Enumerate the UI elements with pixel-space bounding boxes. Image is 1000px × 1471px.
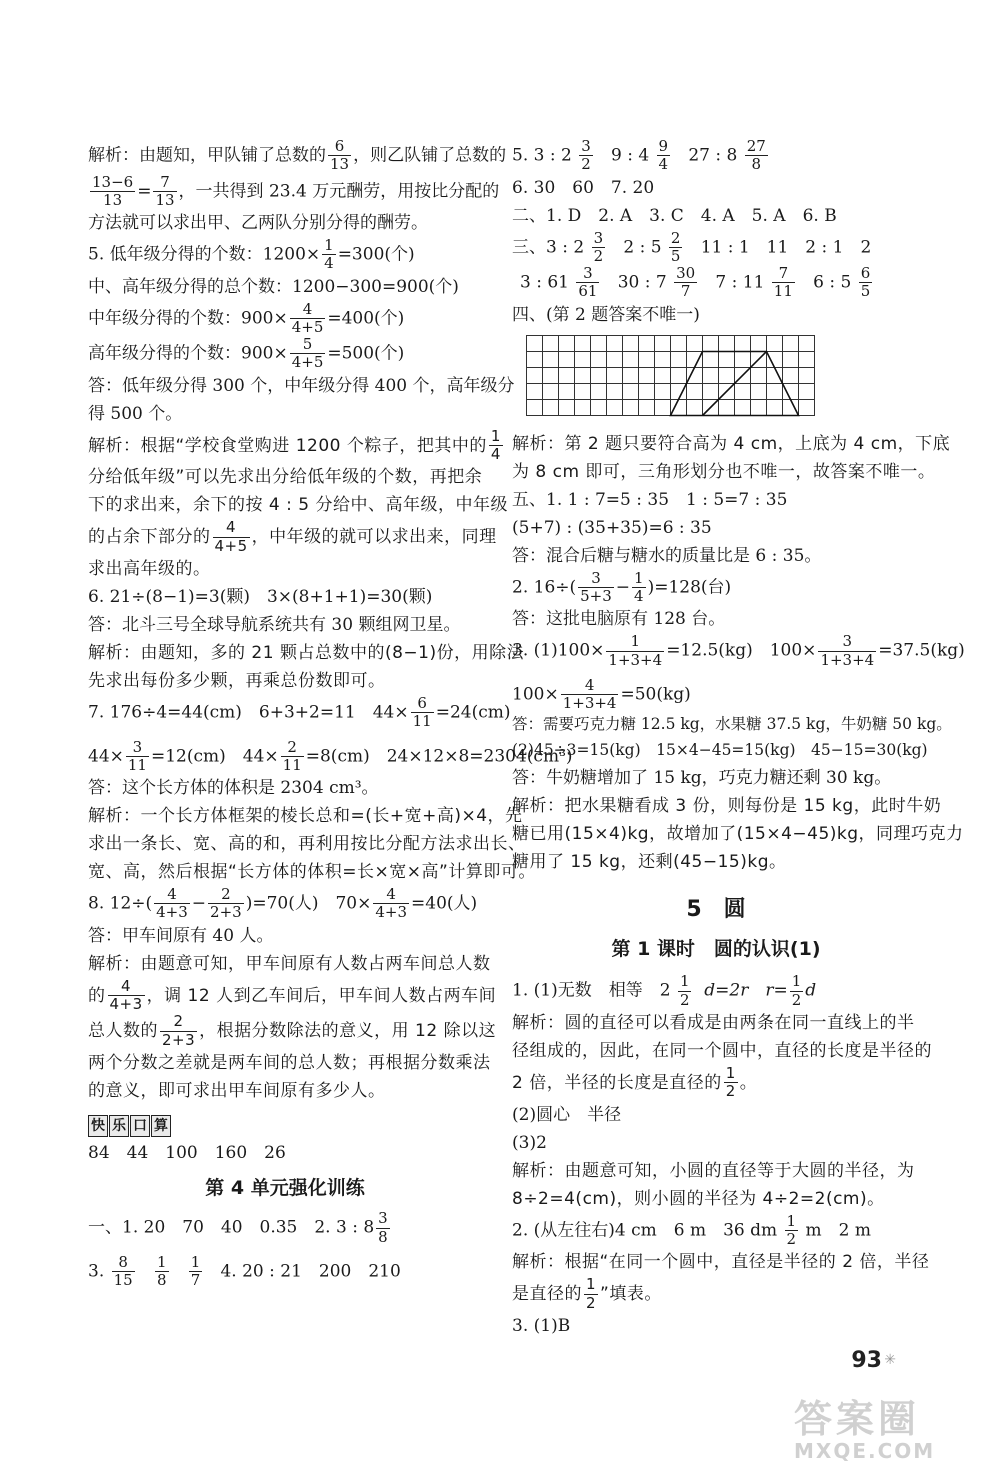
question-7: 7. 176÷4=44(cm) 6+3+2=11 44× $\frac{6}{11}$ =24(cm) [88, 694, 511, 731]
analysis-line: 的意义，即可求出甲车间原有多少人。 [88, 1080, 386, 1101]
circle-answer-2: 2. (从左往右)4 cm 6 m 36 dm $\frac{1}{2}$ m 2 m [512, 1211, 871, 1248]
text-line: 答：这个长方体的体积是 2304 cm³。 [88, 778, 379, 799]
fraction: $\frac{3}{2}$ [581, 137, 591, 174]
fraction: $\frac{2}{11}$ [282, 737, 302, 774]
analysis-line: 2 倍，半径的长度是直径的 $\frac{1}{2}$ 。 [512, 1064, 758, 1101]
fraction: $\frac{1}{7}$ [190, 1252, 201, 1290]
section-3-line-1: 三、3 : 2 $\frac{3}{2}$ 2 : 5 $\frac{2}{5}$ 11 : 1 11 2 : 1 2 [512, 228, 872, 265]
text-line: 100× $\frac{4}{1+3+4}$ =50(kg) [512, 675, 691, 713]
fraction: $\frac{3}{11}$ [127, 737, 147, 774]
section-4: 四、(第 2 题答案不唯一) [512, 304, 700, 325]
fraction: $\frac{9}{4}$ [658, 137, 669, 174]
watermark-url: MXQE.COM [794, 1439, 936, 1463]
fraction: $\frac{1}{2}$ [679, 972, 690, 1009]
analysis-line: 为 8 cm 即可，三角形划分也不唯一，故答案不唯一。 [512, 461, 936, 482]
fraction: $\frac{27}{8}$ [746, 137, 766, 174]
kuaile-badge [88, 1111, 482, 1139]
text-line: 中年级分得的个数：900× $\frac{4}{4+5}$ =400(个) [88, 299, 405, 336]
fraction: $\frac{1}{2}$ [725, 1064, 736, 1101]
question-6: 6. 21÷(8−1)=3(颗) 3×(8+1+1)=30(颗) [88, 586, 433, 607]
analysis-line: 径组成的，因此，在同一个圆中，直径的长度是半径的 [512, 1040, 932, 1061]
fraction: $\frac{4}{1+3+4}$ [562, 675, 617, 713]
analysis-line: 的占余下部分的 $\frac{4}{4+5}$ ，中年级的就可以求出来，同理 [88, 518, 497, 555]
right-column [512, 137, 965, 1340]
watermark-text: 答案圈 [794, 1397, 921, 1441]
watermark-logo [794, 1388, 984, 1463]
fraction: $\frac{4}{4+3}$ [375, 885, 408, 922]
analysis-line: 解析：根据“学校食堂购进 1200 个粽子，把其中的 $\frac{1}{4}$ [88, 426, 501, 463]
unit-title: 第 4 单元强化训练 [205, 1176, 365, 1199]
section-5: 五、1. 1 : 7=5 : 35 1 : 5=7 : 35 [512, 489, 788, 510]
fraction: $\frac{4}{4+3}$ [156, 885, 188, 922]
fraction: $\frac{6}{11}$ [412, 694, 432, 731]
fraction: $\frac{3}{8}$ [378, 1209, 388, 1246]
fraction: $\frac{3}{5+3}$ [580, 568, 612, 606]
analysis-line: 8÷2=4(cm)，则小圆的半径为 4÷2=2(cm)。 [512, 1188, 885, 1209]
text-line: 答：混合后糖与糖水的质量比是 6 : 35。 [512, 545, 822, 566]
grid-diagram [526, 335, 818, 417]
question-8: 8. 12÷( $\frac{4}{4+3}$ − $\frac{2}{2+3}$ )=70(人) 70× $\frac{4}{4+3}$ =40(人) [88, 885, 478, 922]
badge-char: 口 [130, 1115, 150, 1137]
section-2: 二、1. D 2. A 3. C 4. A 5. A 6. B [512, 205, 837, 226]
analysis-line: 两个分数之差就是两车间的总人数；再根据分数乘法 [88, 1052, 491, 1073]
text-line: 高年级分得的个数：900× $\frac{5}{4+5}$ =500(个) [88, 335, 405, 372]
fraction: $\frac{1}{4}$ [324, 236, 334, 273]
section-3-line-2: 3 : 61 $\frac{3}{61}$ 30 : 7 $\frac{30}{7}$ 7 : 11 $\frac{7}{11}$ 6 : 5 $\frac{6}{5}$ [520, 264, 871, 301]
fraction: $\frac{3}{2}$ [593, 228, 604, 265]
badge-char: 算 [151, 1115, 171, 1137]
fraction: $\frac{5}{4+5}$ [291, 335, 324, 372]
fraction: $\frac{30}{7}$ [676, 264, 696, 301]
text-line: 答：牛奶糖增加了 15 kg，巧克力糖还剩 30 kg。 [512, 767, 892, 788]
badge-char: 乐 [109, 1115, 129, 1137]
fraction: $\frac{2}{2+3}$ [210, 885, 242, 922]
analysis-line: 解析：一个长方体框架的棱长总和=(长+宽+高)×4，先 [88, 806, 523, 827]
fraction: $\frac{7}{13}$ [155, 172, 175, 209]
answer-5: 5. 3 : 2 $\frac{3}{2}$ 9 : 4 $\frac{9}{4}$ 27 : 8 $\frac{27}{8}$ [512, 137, 766, 174]
fraction: $\frac{1}{2}$ [786, 1211, 797, 1248]
badge-char: 快 [88, 1115, 108, 1137]
analysis-line: 糖已用(15×4)kg，故增加了(15×4−45)kg，同理巧克力 [512, 823, 964, 844]
analysis-line: 下的求出来，余下的按 4 : 5 分给中、高年级，中年级 [88, 495, 508, 516]
analysis-line: 是直径的 $\frac{1}{2}$ ”填表。 [512, 1275, 662, 1312]
text-line: 解析：由题知，甲队铺了总数的 $\frac{6}{13}$ ，则乙队铺了总数的 [88, 137, 507, 174]
analysis-line: 求出一条长、宽、高的和，再利用按比分配方法求出长、 [88, 834, 526, 855]
section-5-q3: 3. (1)100× $\frac{1}{1+3+4}$ =12.5(kg) 100× $\frac{3}{1+3+4}$ =37.5(kg) [512, 632, 965, 669]
analysis-line: 的 $\frac{4}{4+3}$ ，调 12 人到乙车间后，甲车间人数占两车间 [88, 976, 497, 1014]
fraction: $\frac{4}{4+5}$ [291, 299, 324, 336]
analysis-line: 解析：第 2 题只要符合高为 4 cm，上底为 4 cm，下底 [512, 433, 951, 454]
text-line: 答：这批电脑原有 128 台。 [512, 609, 726, 630]
fraction: $\frac{6}{5}$ [860, 264, 871, 301]
fraction: $\frac{4}{4+5}$ [214, 518, 248, 555]
lesson-title: 第 1 课时 圆的认识(1) [611, 938, 821, 961]
circle-answer-3: 3. (1)B [512, 1315, 571, 1336]
fraction: $\frac{6}{13}$ [330, 137, 350, 174]
text-line: 答：北斗三号全球导航系统共有 30 颗组网卫星。 [88, 614, 461, 635]
analysis-line: 求出高年级的。 [88, 558, 211, 579]
fraction: $\frac{3}{1+3+4}$ [820, 632, 875, 669]
unit-answer-3: 3. $\frac{8}{15}$ $\frac{1}{8}$ $\frac{1}{7}$ 4. 20 : 21 200 210 [88, 1252, 401, 1290]
trapezoid-grid-figure [526, 335, 920, 426]
fraction: $\frac{4}{4+3}$ [109, 976, 143, 1014]
analysis-line: 解析：由题意可知，甲车间原有人数占两车间总人数 [88, 953, 491, 974]
fraction: $\frac{13-6}{13}$ [92, 172, 134, 209]
analysis-line: 宽、高，然后根据“长方体的体积=长×宽×高”计算即可。 [88, 862, 536, 883]
analysis-line: 解析：圆的直径可以看成是由两条在同一直线上的半 [512, 1012, 915, 1033]
fraction: $\frac{1}{4}$ [634, 568, 644, 606]
circle-answer-1: 1. (1)无数 相等 2 $\frac{1}{2}$ d=2r r= $\frac{1}{2}$ d [512, 972, 817, 1009]
page-number: 93 [851, 1348, 882, 1373]
text-line: 答：需要巧克力糖 12.5 kg，水果糖 37.5 kg，牛奶糖 50 kg。 [512, 715, 952, 734]
fraction: $\frac{1}{4}$ [490, 426, 501, 463]
text-line: 方法就可以求出甲、乙两队分别分得的酬劳。 [88, 213, 428, 233]
text-line: 答：甲车间原有 40 人。 [88, 925, 274, 946]
analysis-line: 总人数的 $\frac{2}{2+3}$ ，根据分数除法的意义，用 12 除以这 [88, 1012, 497, 1049]
unit-answer-1: 一、1. 20 70 40 0.35 2. 3 : 8 $\frac{3}{8}$ [88, 1209, 388, 1246]
fraction: $\frac{1}{1+3+4}$ [608, 632, 663, 669]
text-line: 得 500 个。 [88, 403, 183, 424]
fraction: $\frac{8}{15}$ [113, 1252, 133, 1290]
analysis-line: 糖用了 15 kg，还剩(45−15)kg。 [512, 851, 787, 872]
analysis-line: 解析：由题意可知，小圆的直径等于大圆的半径，为 [512, 1160, 915, 1181]
fraction: $\frac{2}{2+3}$ [162, 1012, 196, 1049]
analysis-line: 解析：把水果糖看成 3 份，则每份是 15 kg，此时牛奶 [512, 795, 942, 816]
text-line: 答：低年级分得 300 个，中年级分得 400 个，高年级分 [88, 375, 515, 396]
analysis-line: 解析：由题知，多的 21 颗占总数中的(8−1)份，用除法 [88, 642, 525, 663]
fraction: $\frac{1}{2}$ [791, 972, 802, 1009]
fraction: $\frac{3}{61}$ [578, 264, 598, 301]
answer-6-7: 6. 30 60 7. 20 [512, 177, 655, 198]
fraction: $\frac{1}{8}$ [156, 1252, 167, 1290]
chapter-title: 5 圆 [686, 896, 746, 922]
text-line: 44× $\frac{3}{11}$ =12(cm) 44× $\frac{2}{11}$ =8(cm) 24×12×8=2304(cm³) [88, 737, 573, 774]
analysis-line: 分给低年级”可以先求出分给低年级的个数，再把余 [88, 467, 483, 488]
text-line: (2)圆心 半径 [512, 1104, 622, 1125]
star-icon: ✳ [884, 1352, 896, 1368]
analysis-line: 先求出每份多少颗，再乘总份数即可。 [88, 670, 386, 691]
text-line: (3)2 [512, 1132, 547, 1153]
text-line: $\frac{13-6}{13}$ = $\frac{7}{13}$ ，一共得到 23.4 万元酬劳，用按比分配的 [92, 172, 500, 209]
analysis-line: 解析：根据“在同一个圆中，直径是半径的 2 倍，半径 [512, 1252, 930, 1273]
fraction: $\frac{1}{2}$ [586, 1275, 597, 1312]
fraction: $\frac{7}{11}$ [773, 264, 793, 301]
question-5: 5. 低年级分得的个数：1200× $\frac{1}{4}$ =300(个) [88, 236, 415, 273]
text-line: 中、高年级分得的总个数：1200−300=900(个) [88, 276, 459, 297]
fraction: $\frac{2}{5}$ [670, 228, 681, 265]
text-line: (5+7) : (35+35)=6 : 35 [512, 517, 712, 538]
text-line: (2)45÷3=15(kg) 15×4−45=15(kg) 45−15=30(kg) [512, 741, 928, 760]
section-5-q2: 2. 16÷( $\frac{3}{5+3}$ − $\frac{1}{4}$ )=128(台) [512, 568, 732, 606]
kuaile-answers: 84 44 100 160 26 [88, 1142, 286, 1163]
